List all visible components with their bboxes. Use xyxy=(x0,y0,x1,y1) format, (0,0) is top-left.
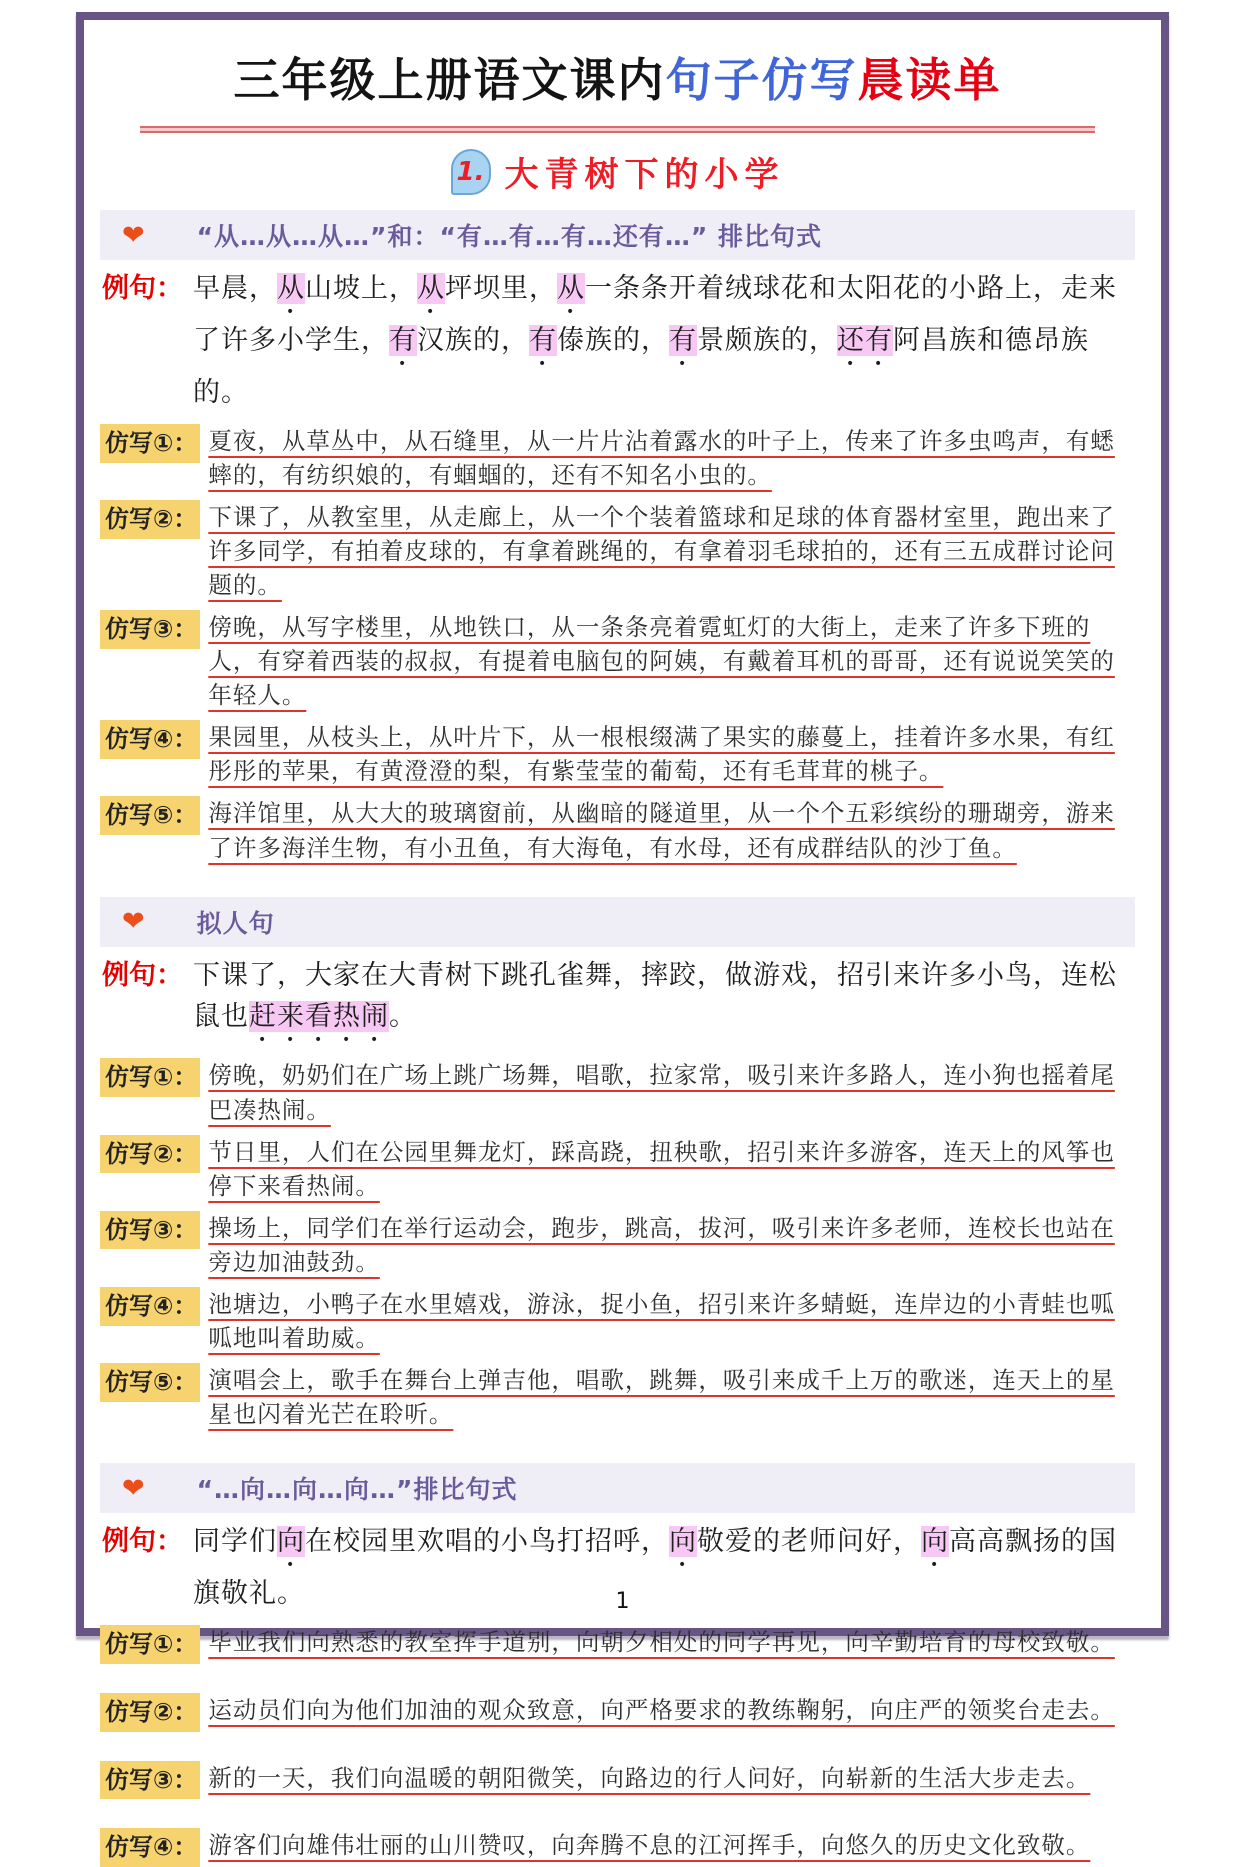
page-title-part-black: 三年级上册语文课内 xyxy=(233,55,666,106)
imitation-label: 仿写①： xyxy=(100,1058,200,1097)
page-number: 1 xyxy=(615,1589,630,1614)
imitation-sentence-row xyxy=(100,610,1135,712)
example-sentence xyxy=(102,268,1135,414)
imitation-text: 操场上，同学们在举行运动会，跑步，跳高，拔河，吸引来许多老师，连校长也站在旁边加油鼓劲。 xyxy=(208,1213,1115,1276)
imitation-label: 仿写⑤： xyxy=(100,796,200,835)
example-segment-highlight: 从 xyxy=(417,273,445,304)
imitation-label: 仿写⑤： xyxy=(100,1363,200,1402)
imitation-sentence-row xyxy=(100,1135,1135,1203)
example-segment: 坪坝里， xyxy=(445,273,557,304)
heart-icon: ❤ xyxy=(122,906,145,938)
imitation-text: 池塘边，小鸭子在水里嬉戏，游泳，捉小鱼，招引来许多蜻蜓，连岸边的小青蛙也呱呱地叫着助威。 xyxy=(208,1289,1115,1352)
example-segment: 。 xyxy=(389,1001,417,1033)
imitation-sentence-row xyxy=(100,424,1135,492)
example-segment-highlight: 还有 xyxy=(837,325,893,356)
imitation-text: 下课了，从教室里，从走廊上，从一个个装着篮球和足球的体育器材室里，跑出来了许多同学，有拍着皮球的，有拿着跳绳的，有拿着羽毛球拍的，还有三五成群讨论问题的。 xyxy=(208,502,1115,600)
page-title xyxy=(100,44,1135,110)
imitation-text: 傍晚，奶奶们在广场上跳广场舞，唱歌，拉家常，吸引来许多路人，连小狗也摇着尾巴凑热闹。 xyxy=(208,1061,1115,1124)
example-segment-highlight: 有 xyxy=(389,325,417,356)
example-segment: 阿昌族和德昂族的。 xyxy=(193,325,1089,408)
example-sentence xyxy=(102,955,1135,1049)
imitation-text: 海洋馆里，从大大的玻璃窗前，从幽暗的隧道里，从一个个五彩缤纷的珊瑚旁，游来了许多海洋生物，有小丑鱼，有大海龟，有水母，还有成群结队的沙丁鱼。 xyxy=(208,799,1115,862)
lesson-name: 大青树下的小学 xyxy=(504,155,785,195)
imitation-text: 夏夜，从草丛中，从石缝里，从一片片沾着露水的叶子上，传来了许多虫鸣声，有蟋蟀的，有纺织娘的，有蝈蝈的，还有不知名小虫的。 xyxy=(208,426,1115,489)
imitation-label: 仿写①： xyxy=(100,1625,200,1664)
imitation-sentence-row xyxy=(100,1761,1135,1800)
imitation-text: 运动员们向为他们加油的观众致意，向严格要求的教练鞠躬，向庄严的领奖台走去。 xyxy=(208,1695,1115,1724)
title-divider-line xyxy=(140,126,1095,133)
imitation-text: 果园里，从枝头上，从叶片下，从一根根缀满了果实的藤蔓上，挂着许多水果，有红彤彤的苹果，有黄澄澄的梨，有紫莹莹的葡萄，还有毛茸茸的桃子。 xyxy=(208,723,1115,786)
example-segment-highlight: 向 xyxy=(921,1526,949,1558)
example-label: 例句： xyxy=(102,273,183,304)
lesson-number-bubble: 1. xyxy=(451,149,491,195)
imitation-sentence-row xyxy=(100,1693,1135,1732)
imitation-sentence-row xyxy=(100,1625,1135,1664)
section-heading-label: 拟人句 xyxy=(196,908,275,938)
imitation-label: 仿写②： xyxy=(100,500,200,539)
imitation-text: 毕业我们向熟悉的教室挥手道别，向朝夕相处的同学再见，向辛勤培育的母校致敬。 xyxy=(208,1627,1115,1656)
example-segment: 山坡上， xyxy=(305,273,417,304)
imitation-sentence-row xyxy=(100,1363,1135,1431)
imitation-sentence-row xyxy=(100,796,1135,864)
sections xyxy=(100,210,1135,1867)
example-segment-highlight: 赶来看热闹 xyxy=(249,1001,389,1033)
imitation-label: 仿写③： xyxy=(100,610,200,649)
section-heading-label: “…向…向…向…”排比句式 xyxy=(196,1475,518,1505)
imitation-label: 仿写④： xyxy=(100,1828,200,1867)
imitation-sentence-row xyxy=(100,1828,1135,1867)
imitation-label: 仿写②： xyxy=(100,1135,200,1174)
section-heading xyxy=(100,1463,1135,1513)
page-title-part-blue: 句子仿写 xyxy=(665,55,858,106)
imitation-sentence-row xyxy=(100,720,1135,788)
imitation-label: 仿写④： xyxy=(100,1287,200,1326)
imitation-sentence-row xyxy=(100,1287,1135,1355)
heart-icon: ❤ xyxy=(122,1472,145,1504)
page-title-part-red: 晨读单 xyxy=(857,55,1002,106)
example-segment: 早晨， xyxy=(193,273,277,304)
imitation-label: 仿写①： xyxy=(100,424,200,463)
imitation-text: 演唱会上，歌手在舞台上弹吉他，唱歌，跳舞，吸引来成千上万的歌迷，连天上的星星也闪着光芒在聆听。 xyxy=(208,1365,1115,1428)
example-segment-highlight: 有 xyxy=(669,325,697,356)
lesson-title xyxy=(100,147,1135,196)
imitation-label: 仿写④： xyxy=(100,720,200,759)
example-segment: 傣族的， xyxy=(557,325,669,356)
worksheet-section xyxy=(100,210,1135,865)
section-heading xyxy=(100,897,1135,947)
imitation-label: 仿写②： xyxy=(100,1693,200,1732)
imitation-sentence-row xyxy=(100,500,1135,602)
example-segment-highlight: 从 xyxy=(277,273,305,304)
imitation-sentence-row xyxy=(100,1058,1135,1126)
imitation-text: 游客们向雄伟壮丽的山川赞叹，向奔腾不息的江河挥手，向悠久的历史文化致敬。 xyxy=(208,1831,1091,1860)
example-segment: 汉族的， xyxy=(417,325,529,356)
example-segment: 下课了，大家在大青树下跳孔雀舞，摔跤，做游戏，招引来许多小鸟，连松鼠也 xyxy=(193,959,1117,1033)
imitation-text: 节日里，人们在公园里舞龙灯，踩高跷，扭秧歌，招引来许多游客，连天上的风筝也停下来看热闹。 xyxy=(208,1137,1115,1200)
worksheet-section xyxy=(100,1463,1135,1867)
example-label: 例句： xyxy=(102,959,183,991)
section-heading xyxy=(100,210,1135,260)
example-label: 例句： xyxy=(102,1526,183,1558)
example-segment: 高高飘扬的国旗敬礼。 xyxy=(193,1526,1117,1610)
example-segment: 敬爱的老师问好， xyxy=(697,1526,921,1558)
example-segment: 景颇族的， xyxy=(697,325,837,356)
section-heading-label: “从…从…从…”和：“有…有…有…还有…” 排比句式 xyxy=(196,222,823,251)
imitation-text: 傍晚，从写字楼里，从地铁口，从一条条亮着霓虹灯的大街上，走来了许多下班的人，有穿着西装的叔叔，有提着电脑包的阿姨，有戴着耳机的哥哥，还有说说笑笑的年轻人。 xyxy=(208,613,1115,710)
imitation-sentence-row xyxy=(100,1211,1135,1279)
example-segment: 同学们 xyxy=(193,1526,277,1558)
example-text xyxy=(193,955,1135,1049)
example-text xyxy=(193,268,1135,414)
example-segment-highlight: 从 xyxy=(557,273,585,304)
example-segment: 一条条开着绒球花和太阳花的小路上，走来了许多小学生， xyxy=(193,273,1117,356)
example-segment: 在校园里欢唱的小鸟打招呼， xyxy=(305,1526,669,1558)
imitation-label: 仿写③： xyxy=(100,1211,200,1250)
worksheet-page xyxy=(76,12,1169,1862)
heart-icon: ❤ xyxy=(122,219,145,251)
imitation-label: 仿写③： xyxy=(100,1761,200,1800)
example-segment-highlight: 有 xyxy=(529,325,557,356)
example-segment-highlight: 向 xyxy=(669,1526,697,1558)
example-segment-highlight: 向 xyxy=(277,1526,305,1558)
worksheet-section xyxy=(100,897,1135,1431)
imitation-text: 新的一天，我们向温暖的朝阳微笑，向路边的行人问好，向崭新的生活大步走去。 xyxy=(208,1763,1091,1792)
